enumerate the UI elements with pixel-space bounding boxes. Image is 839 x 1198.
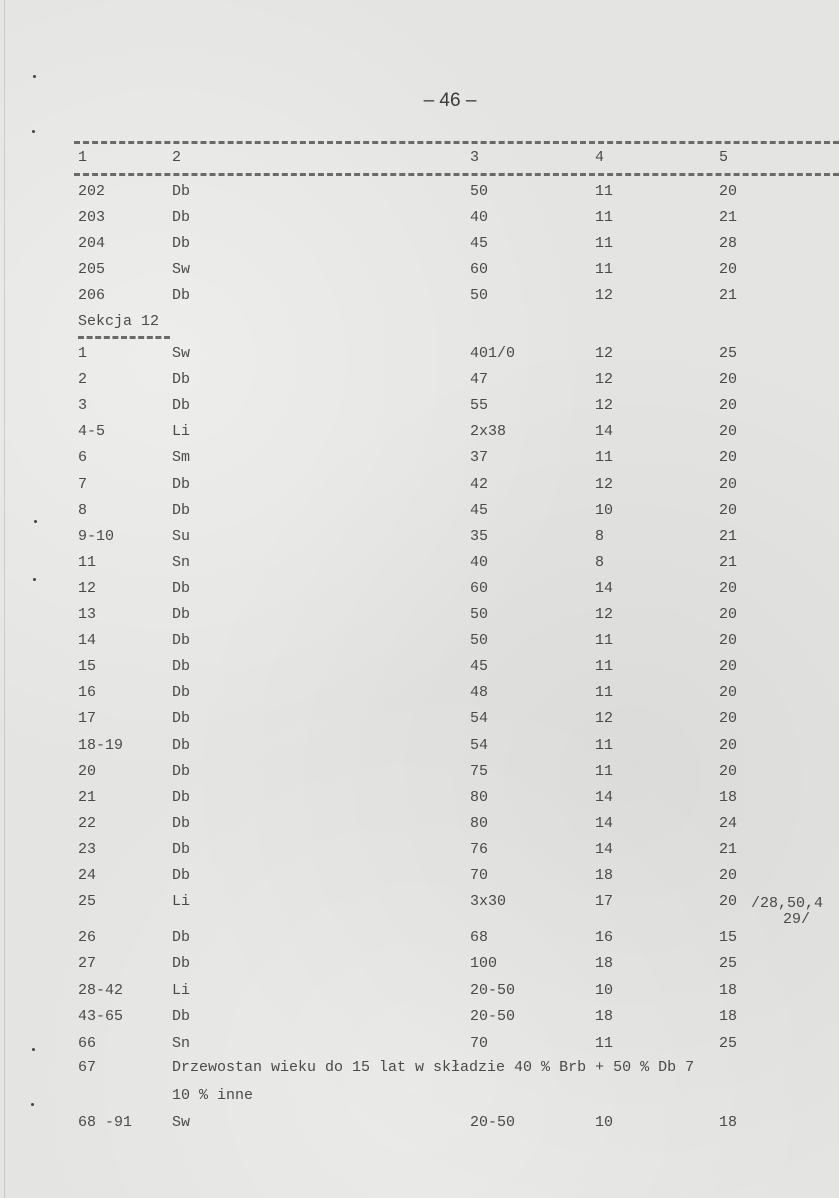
cell-col-2: Db [172, 632, 191, 650]
table-row [0, 1112, 839, 1134]
cell-col-2: Db [172, 867, 191, 884]
table-row [0, 865, 839, 887]
cell-col-5: 20 [719, 867, 738, 884]
cell-col-5: 20 [719, 423, 738, 441]
cell-col-1: 3 [78, 397, 88, 415]
cell-col-1: 43-65 [78, 1008, 124, 1026]
cell-col-1: 203 [78, 209, 106, 226]
cell-col-3: 45 [470, 501, 489, 519]
cell-col-5: 18 [719, 1114, 738, 1131]
cell-col-5: 21 [719, 553, 738, 571]
table-row [0, 839, 839, 861]
cell-col-3: 47 [470, 371, 489, 389]
cell-col-4: 11 [595, 261, 614, 278]
cell-col-2: Db [172, 287, 191, 304]
cell-col-4: 10 [595, 501, 614, 519]
cell-col-2: Li [172, 423, 191, 441]
cell-col-5: 18 [719, 981, 738, 999]
cell-col-4: 12 [595, 371, 614, 389]
page-number: – 46 – [423, 90, 477, 111]
table-row [0, 343, 839, 365]
cell-col-3: 48 [470, 684, 489, 702]
cell-col-1: 13 [78, 606, 97, 623]
cell-col-5: 20 [719, 736, 738, 754]
section-underline [78, 336, 170, 339]
cell-col-2: Db [172, 606, 191, 623]
cell-col-1: 206 [78, 287, 106, 304]
cell-col-3: 54 [470, 736, 489, 754]
cell-col-4: 11 [595, 762, 614, 780]
table-row [0, 927, 839, 949]
cell-col-3: 42 [470, 475, 489, 493]
cell-col-3: 50 [470, 287, 489, 304]
cell-col-1: 27 [78, 955, 97, 973]
cell-col-5: 20 [719, 710, 738, 728]
cell-col-1: 17 [78, 710, 97, 728]
table-row [0, 1033, 839, 1055]
table-row [0, 552, 839, 574]
cell-col-3: 80 [470, 788, 489, 806]
cell-col-1: 28-42 [78, 981, 124, 999]
cell-col-5: 20 [719, 684, 738, 702]
cell-col-3: 20-50 [470, 1008, 516, 1026]
table-row [0, 682, 839, 704]
cell-col-2: Db [172, 710, 191, 728]
cell-col-5: 20 [719, 449, 738, 467]
cell-col-3: 55 [470, 397, 489, 415]
cell-col-1: 23 [78, 840, 97, 858]
cell-col-4: 12 [595, 397, 614, 415]
cell-col-5: 28 [719, 235, 738, 252]
cell-col-2: Db [172, 209, 191, 226]
cell-col-5: 25 [719, 345, 738, 362]
cell-col-5: 15 [719, 929, 738, 946]
cell-col-3: 54 [470, 710, 489, 728]
cell-col-4: 12 [595, 345, 614, 362]
cell-col-3: 50 [470, 183, 489, 200]
cell-col-5: 20 [719, 893, 738, 911]
cell-col-4: 18 [595, 1008, 614, 1026]
margin-mark [33, 75, 36, 78]
cell-col-5: 20 [719, 762, 738, 780]
cell-col-2: Sn [172, 1034, 191, 1052]
cell-col-1: 8 [78, 501, 88, 519]
cell-col-2: Db [172, 501, 191, 519]
cell-col-5: 20 [719, 371, 738, 389]
table-row [0, 761, 839, 783]
cell-col-2: Db [172, 1008, 191, 1026]
cell-col-4: 14 [595, 788, 614, 806]
cell-col-5: 20 [719, 658, 738, 676]
cell-col-4: 14 [595, 579, 614, 597]
cell-col-2: Db [172, 840, 191, 858]
cell-col-5: 24 [719, 814, 738, 832]
cell-col-3: 45 [470, 235, 489, 252]
cell-col-3: 20-50 [470, 1114, 516, 1131]
table-row [0, 207, 839, 229]
table-row [0, 447, 839, 469]
cell-col-3: 80 [470, 814, 489, 832]
cell-col-4: 8 [595, 527, 605, 545]
table-row [0, 395, 839, 417]
table-row [0, 474, 839, 496]
table-row [0, 735, 839, 757]
cell-col-1: 20 [78, 762, 97, 780]
cell-col-1: 14 [78, 632, 97, 650]
cell-col-2: Su [172, 527, 191, 545]
cell-col-1: 1 [78, 345, 88, 362]
margin-mark [31, 1103, 34, 1106]
table-row [0, 604, 839, 626]
cell-col-2: Db [172, 579, 191, 597]
note-line-1: /28,50,4 [751, 895, 824, 912]
cell-col-5: 21 [719, 287, 738, 304]
cell-col-1: 26 [78, 929, 97, 946]
cell-col-1: 204 [78, 235, 106, 252]
table-row [0, 500, 839, 522]
cell-col-2: Db [172, 475, 191, 493]
table-row [0, 787, 839, 809]
cell-col-5: 21 [719, 840, 738, 858]
row-67-description-line-1: Drzewostan wieku do 15 lat w składzie 40 % Brb + 50 % Db 7 [172, 1059, 695, 1076]
cell-col-1: 4-5 [78, 423, 106, 441]
cell-col-2: Db [172, 684, 191, 702]
cell-col-4: 11 [595, 684, 614, 702]
cell-col-4: 18 [595, 955, 614, 973]
cell-col-4: 11 [595, 632, 614, 650]
table-row [0, 578, 839, 600]
cell-col-1: 66 [78, 1034, 97, 1052]
cell-col-2: Db [172, 397, 191, 415]
cell-col-4: 18 [595, 867, 614, 884]
cell-col-5: 21 [719, 209, 738, 226]
cell-col-4: 11 [595, 449, 614, 467]
cell-col-3: 40 [470, 553, 489, 571]
cell-col-1: 205 [78, 261, 106, 278]
cell-col-4: 12 [595, 710, 614, 728]
table-row [0, 891, 839, 913]
cell-col-4: 11 [595, 183, 614, 200]
cell-col-4: 10 [595, 981, 614, 999]
cell-col-3: 50 [470, 632, 489, 650]
cell-col-4: 11 [595, 658, 614, 676]
cell-col-1: 202 [78, 183, 106, 200]
cell-col-4: 14 [595, 814, 614, 832]
table-row [0, 980, 839, 1002]
cell-col-2: Li [172, 893, 191, 911]
table-row [0, 813, 839, 835]
cell-col-1: 24 [78, 867, 97, 884]
table-row [0, 526, 839, 548]
table-row [0, 421, 839, 443]
cell-col-5: 25 [719, 955, 738, 973]
cell-col-4: 10 [595, 1114, 614, 1131]
cell-col-3: 37 [470, 449, 489, 467]
cell-col-4: 12 [595, 606, 614, 623]
cell-col-3: 60 [470, 261, 489, 278]
cell-col-2: Db [172, 929, 191, 946]
cell-col-2: Li [172, 981, 191, 999]
cell-col-5: 20 [719, 632, 738, 650]
cell-col-3: 50 [470, 606, 489, 623]
cell-col-3: 20-50 [470, 981, 516, 999]
cell-col-1: 16 [78, 684, 97, 702]
cell-col-3: 2x38 [470, 423, 507, 441]
header-col-5: 5 [719, 149, 729, 166]
cell-col-5: 20 [719, 501, 738, 519]
table-row [0, 630, 839, 652]
cell-col-3: 68 [470, 929, 489, 946]
cell-col-4: 14 [595, 840, 614, 858]
cell-col-1: 6 [78, 449, 88, 467]
cell-col-5: 21 [719, 527, 738, 545]
cell-col-4: 11 [595, 1034, 614, 1052]
cell-col-2: Db [172, 955, 191, 973]
cell-col-3: 60 [470, 579, 489, 597]
row-67-description-line-2: 10 % inne [172, 1087, 254, 1104]
table-row [0, 708, 839, 730]
table-row [0, 369, 839, 391]
cell-col-3: 70 [470, 867, 489, 884]
table-row [0, 181, 839, 203]
cell-col-1: 9-10 [78, 527, 115, 545]
cell-col-4: 8 [595, 553, 605, 571]
cell-col-2: Sm [172, 449, 191, 467]
cell-col-5: 20 [719, 579, 738, 597]
cell-col-4: 17 [595, 893, 614, 911]
cell-col-1: 22 [78, 814, 97, 832]
header-col-2: 2 [172, 149, 182, 166]
cell-col-3: 35 [470, 527, 489, 545]
cell-col-1: 15 [78, 658, 97, 676]
table-header [0, 147, 839, 169]
header-col-1: 1 [78, 149, 88, 166]
cell-col-3: 401/0 [470, 345, 516, 362]
table-row [0, 233, 839, 255]
row-25-note [751, 896, 823, 928]
cell-col-2: Db [172, 658, 191, 676]
cell-col-2: Db [172, 814, 191, 832]
cell-col-2: Db [172, 183, 191, 200]
margin-mark [32, 130, 35, 133]
cell-col-1: 68 -91 [78, 1114, 133, 1131]
cell-col-3: 45 [470, 658, 489, 676]
cell-col-4: 16 [595, 929, 614, 946]
cell-col-3: 70 [470, 1034, 489, 1052]
note-line-2: 29/ [783, 911, 811, 928]
cell-col-2: Db [172, 762, 191, 780]
table-row [0, 259, 839, 281]
cell-col-5: 25 [719, 1034, 738, 1052]
cell-col-2: Sn [172, 553, 191, 571]
cell-col-4: 12 [595, 475, 614, 493]
cell-col-2: Db [172, 371, 191, 389]
cell-col-4: 11 [595, 209, 614, 226]
cell-col-5: 20 [719, 475, 738, 493]
cell-col-2: Db [172, 235, 191, 252]
table-top-rule [74, 141, 839, 144]
cell-col-5: 20 [719, 183, 738, 200]
cell-col-1: 18-19 [78, 736, 124, 754]
cell-col-3: 100 [470, 955, 498, 973]
cell-col-2: Sw [172, 261, 191, 278]
cell-col-4: 12 [595, 287, 614, 304]
cell-col-5: 20 [719, 261, 738, 278]
table-row [0, 656, 839, 678]
cell-col-1: 12 [78, 579, 97, 597]
header-col-4: 4 [595, 149, 605, 166]
section-title: Sekcja 12 [78, 313, 160, 330]
cell-col-3: 40 [470, 209, 489, 226]
cell-col-2: Sw [172, 1114, 191, 1131]
table-row [0, 1006, 839, 1028]
cell-col-3: 76 [470, 840, 489, 858]
cell-col-1: 7 [78, 475, 88, 493]
cell-col-2: Db [172, 788, 191, 806]
cell-col-5: 18 [719, 788, 738, 806]
cell-col-1: 11 [78, 553, 97, 571]
header-col-3: 3 [470, 149, 480, 166]
cell-col-4: 14 [595, 423, 614, 441]
cell-col-5: 20 [719, 397, 738, 415]
cell-col-3: 3x30 [470, 893, 507, 911]
cell-col-1: 21 [78, 788, 97, 806]
cell-col-2: Sw [172, 345, 191, 362]
cell-col-5: 20 [719, 606, 738, 623]
cell-col-2: Db [172, 736, 191, 754]
cell-col-1: 25 [78, 893, 97, 911]
cell-col-4: 11 [595, 736, 614, 754]
table-row [0, 285, 839, 307]
cell-col-3: 75 [470, 762, 489, 780]
cell-col-1: 2 [78, 371, 88, 389]
cell-col-4: 11 [595, 235, 614, 252]
table-header-rule [74, 173, 839, 176]
table-row [0, 953, 839, 975]
cell-col-5: 18 [719, 1008, 738, 1026]
row-67-number: 67 [78, 1059, 97, 1076]
